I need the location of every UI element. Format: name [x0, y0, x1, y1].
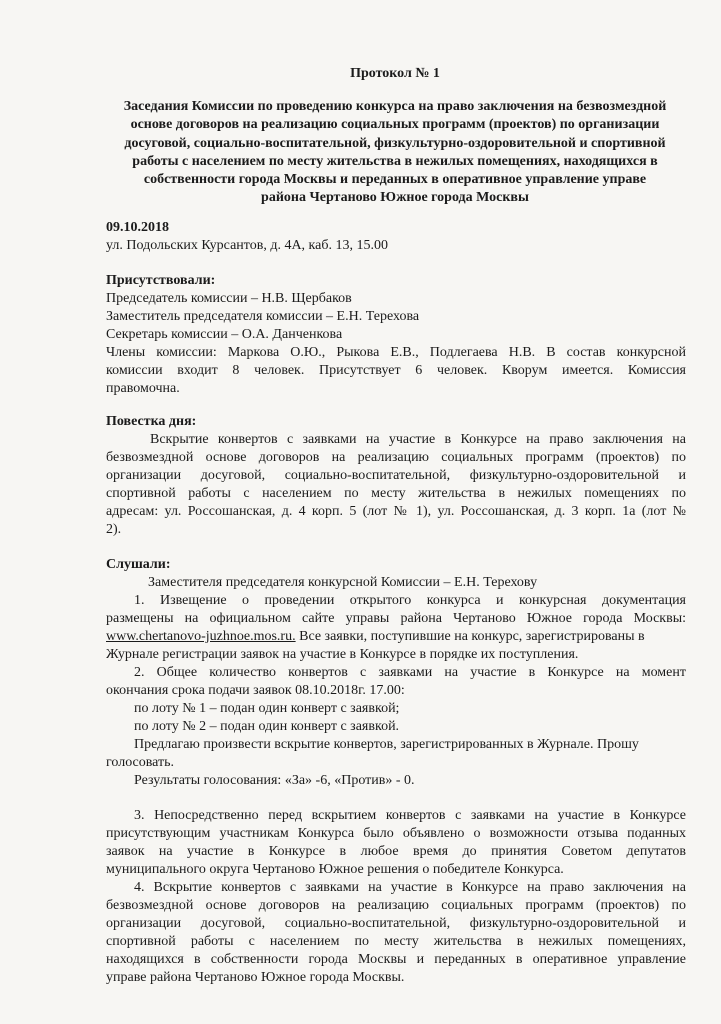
item4-line: организации досуговой, социально-воспитательной, физкультурно-оздоровительной и	[106, 916, 686, 931]
agenda-line: спортивной работы с населением по месту жительства в нежилых помещениях по	[106, 486, 686, 501]
agenda-heading: Повестка дня:	[106, 414, 197, 429]
item1-line: 1. Извещение о проведении открытого конкурса и конкурсная документация	[134, 593, 686, 608]
meeting-date: 09.10.2018	[106, 220, 169, 235]
item3-line: муниципального округа Чертаново Южное решения о победителе Конкурса.	[106, 862, 564, 877]
item4-line: находящихся в собственности города Москвы и переданных в оперативное управление	[106, 952, 686, 967]
item2-line: 2. Общее количество конвертов с заявками на участие в Конкурсе на момент	[134, 665, 686, 680]
item3-line: заявок на участие в Конкурсе в любое время до принятия Советом депутатов	[106, 844, 686, 859]
subtitle-line: собственности города Москвы и переданных в оперативное управление управе	[143, 172, 647, 188]
agenda-line: организации досуговой, социально-воспитательной, физкультурно-оздоровительной и	[106, 468, 686, 483]
lot-1-line: по лоту № 1 – подан один конверт с заявкой;	[134, 701, 400, 716]
members-line: комиссии входит 8 человек. Присутствует 6 человек. Кворум имеется. Комиссия	[106, 363, 686, 378]
item1-line: размещены на официальном сайте управы района Чертаново Южное города Москвы:	[106, 611, 686, 626]
item1-text: Все заявки, поступившие на конкурс, зарегистрированы в	[299, 629, 645, 644]
item1-line	[106, 629, 645, 645]
item4-line: безвозмездной основе договоров на реализацию социальных программ (проектов) по	[106, 898, 686, 913]
item4-line: спортивной работы с населением по месту жительства в нежилых помещениях,	[106, 934, 686, 949]
agenda-line: 2).	[106, 522, 122, 537]
meeting-address: ул. Подольских Курсантов, д. 4А, каб. 13, 15.00	[106, 238, 388, 253]
agenda-line: Вскрытие конвертов с заявками на участие в Конкурсе на право заключения на	[150, 432, 686, 447]
website-link[interactable]: www.chertanovo-juzhnoe.mos.ru.	[106, 629, 296, 644]
lot-2-line: по лоту № 2 – подан один конверт с заявкой.	[134, 719, 400, 734]
proposal-line: Предлагаю произвести вскрытие конвертов, зарегистрированных в Журнале. Прошу	[134, 737, 639, 752]
subtitle-line: основе договоров на реализацию социальных программ (проектов) по организации	[130, 117, 660, 133]
subtitle-line: Заседания Комиссии по проведению конкурса на право заключения на безвозмездной	[123, 99, 667, 114]
secretary: Секретарь комиссии – О.А. Данченкова	[106, 327, 343, 342]
agenda-line: адресам: ул. Россошанская, д. 4 корп. 5 (лот № 1), ул. Россошанская, д. 3 корп. 1а (лот №	[106, 504, 686, 519]
present-heading: Присутствовали:	[106, 273, 216, 288]
deputy-chair: Заместитель председателя комиссии – Е.Н. Терехова	[106, 309, 420, 324]
agenda-line: безвозмездной основе договоров на реализацию социальных программ (проектов) по	[106, 450, 686, 465]
speaker: Заместителя председателя конкурсной Комиссии – Е.Н. Терехову	[148, 575, 538, 590]
members-line: правомочна.	[106, 381, 180, 396]
subtitle-line: работы с населением по месту жительства в нежилых помещениях, находящихся в	[132, 153, 658, 169]
subtitle-line: района Чертаново Южное города Москвы	[261, 190, 529, 206]
item3-line: 3. Непосредственно перед вскрытием конвертов с заявками на участие в Конкурсе	[134, 808, 686, 823]
item1-line: Журнале регистрации заявок на участие в Конкурсе в порядке их поступления.	[106, 647, 579, 662]
vote-result: Результаты голосования: «За» -6, «Против» - 0.	[134, 773, 415, 788]
members-line: Члены комиссии: Маркова О.Ю., Рыкова Е.В., Подлегаева Н.В. В состав конкурсной	[106, 345, 686, 360]
chair: Председатель комиссии – Н.В. Щербаков	[106, 291, 352, 306]
item2-line: окончания срока подачи заявок 08.10.2018г. 17.00:	[106, 683, 405, 698]
proposal-line: голосовать.	[106, 755, 175, 770]
document-subtitle	[100, 98, 690, 208]
heard-heading: Слушали:	[106, 557, 171, 572]
item4-line: управе района Чертаново Южное города Москвы.	[106, 970, 405, 985]
document-title: Протокол № 1	[350, 66, 440, 81]
subtitle-line: досуговой, социально-воспитательной, физкультурно-оздоровительной и спортивной	[124, 135, 666, 151]
item3-line: присутствующим участникам Конкурса было объявлено о возможности отзыва поданных	[106, 826, 686, 841]
item4-line: 4. Вскрытие конвертов с заявками на участие в Конкурсе на право заключения на	[134, 880, 686, 895]
